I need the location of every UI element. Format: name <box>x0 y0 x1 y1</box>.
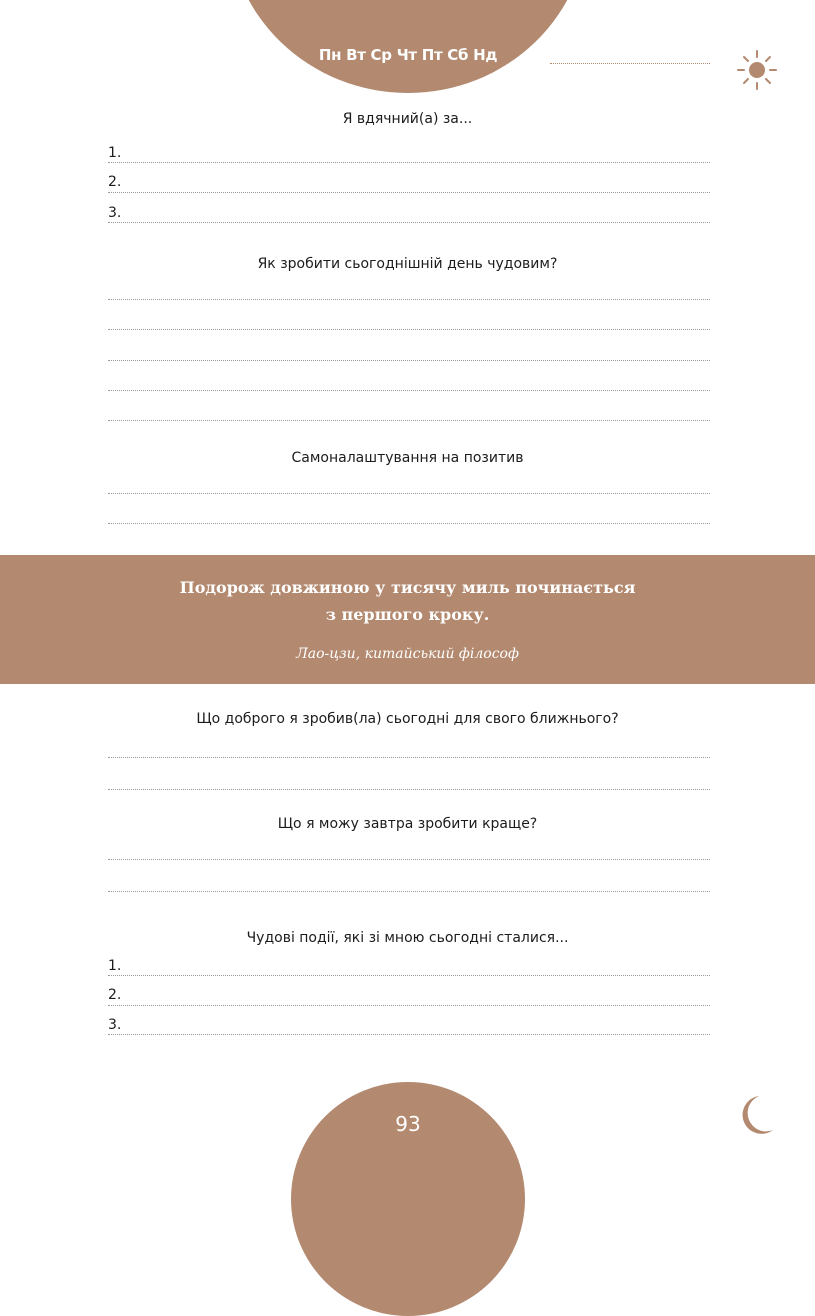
gratitude-line-3[interactable] <box>108 222 710 223</box>
gratitude-title: Я вдячний(а) за... <box>342 111 473 127</box>
date-line <box>550 63 710 64</box>
events-line-1[interactable] <box>108 975 710 976</box>
sun-icon <box>735 48 779 92</box>
gratitude-number: 2. <box>108 174 122 190</box>
gratitude-line-2[interactable] <box>108 192 710 193</box>
weekday-selector[interactable]: Пн Вт Ср Чт Пт Сб Нд <box>318 46 498 64</box>
quote-line-2: з першого кроку. <box>325 605 490 624</box>
good-deed-title: Що доброго я зробив(ла) сьогодні для свого ближнього? <box>196 711 619 727</box>
events-title: Чудові події, які зі мною сьогодні сталися... <box>246 930 569 946</box>
self-tuning-title: Самоналаштування на позитив <box>291 450 524 466</box>
great-day-line[interactable] <box>108 299 710 300</box>
great-day-line[interactable] <box>108 420 710 421</box>
events-number: 1. <box>108 958 122 974</box>
events-number: 2. <box>108 987 122 1003</box>
gratitude-number: 1. <box>108 145 122 161</box>
tomorrow-title: Що я можу завтра зробити краще? <box>277 816 538 832</box>
events-number: 3. <box>108 1017 122 1033</box>
page-number: 93 <box>395 1112 421 1136</box>
self-tuning-line[interactable] <box>108 523 710 524</box>
events-line-3[interactable] <box>108 1034 710 1035</box>
quote-author: Лао-цзи, китайський філософ <box>296 646 519 662</box>
good-deed-line[interactable] <box>108 789 710 790</box>
gratitude-line-1[interactable] <box>108 162 710 163</box>
tomorrow-line[interactable] <box>108 859 710 860</box>
self-tuning-line[interactable] <box>108 493 710 494</box>
good-deed-line[interactable] <box>108 757 710 758</box>
great-day-line[interactable] <box>108 390 710 391</box>
events-line-2[interactable] <box>108 1005 710 1006</box>
gratitude-number: 3. <box>108 205 122 221</box>
tomorrow-line[interactable] <box>108 891 710 892</box>
moon-icon <box>737 1094 775 1136</box>
great-day-line[interactable] <box>108 329 710 330</box>
great-day-title: Як зробити сьогоднішній день чудовим? <box>257 256 558 272</box>
quote-line-1: Подорож довжиною у тисячу миль починається <box>179 578 636 597</box>
great-day-line[interactable] <box>108 360 710 361</box>
